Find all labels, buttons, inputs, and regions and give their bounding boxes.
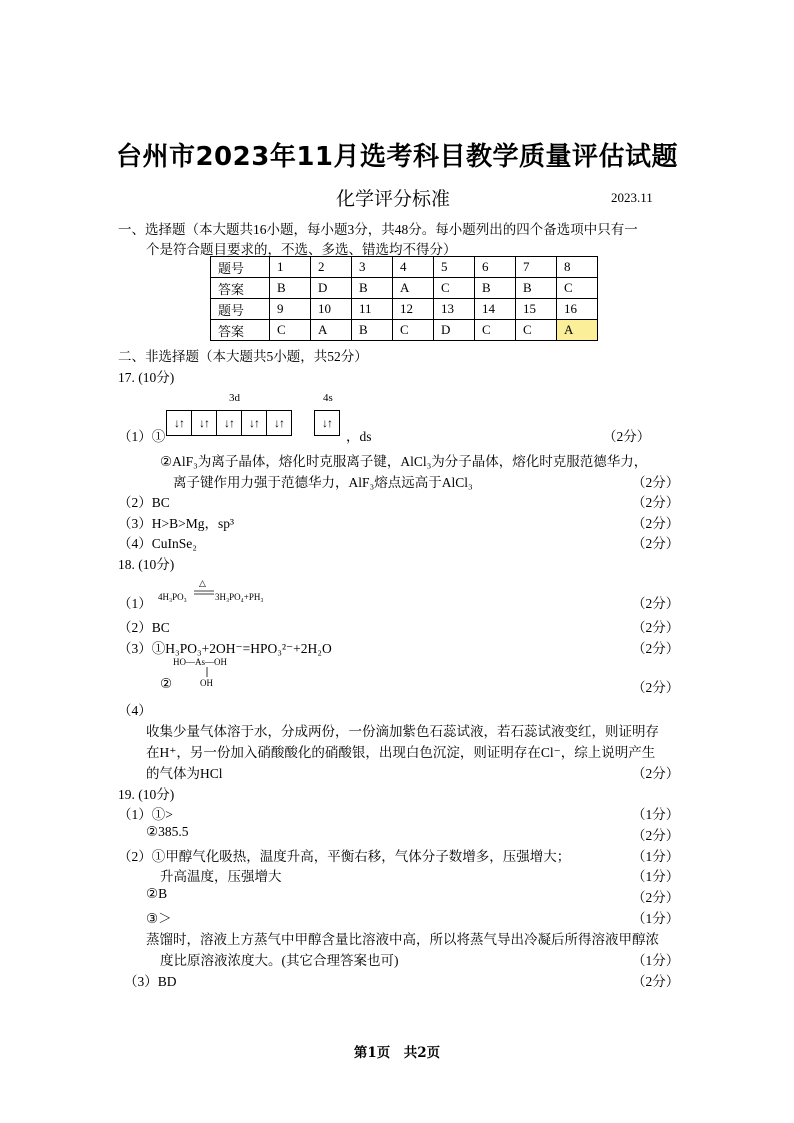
q18-a2-score: （2分）	[632, 620, 680, 635]
q17-a1-score: （2分）	[603, 429, 651, 444]
date-label: 2023.11	[611, 190, 653, 205]
orbital-4s-label: 4s	[323, 392, 333, 404]
table-cell: 9	[270, 299, 311, 320]
heat-condition-icon: △	[199, 578, 206, 588]
q19-a3-score: （2分）	[632, 974, 680, 989]
table-cell: 3	[352, 257, 393, 278]
q17-a1b-score: （2分）	[632, 475, 680, 490]
q17-a2-score: （2分）	[632, 495, 680, 510]
table-cell: 16	[557, 299, 598, 320]
q17-a4-score: （2分）	[632, 536, 680, 551]
table-cell: 8	[557, 257, 598, 278]
q19-a1b-score: （2分）	[632, 828, 680, 843]
orbital-box	[241, 410, 267, 436]
table-cell: B	[352, 320, 393, 341]
table-cell: 13	[434, 299, 475, 320]
q19-a1-score: （1分）	[632, 807, 680, 822]
q18-a4-prefix: （4）	[118, 703, 152, 718]
table-cell: 6	[475, 257, 516, 278]
orbital-box	[266, 410, 292, 436]
orbital-box	[166, 410, 192, 436]
orbital-3d-label: 3d	[229, 392, 240, 404]
q18-a3-score: （2分）	[632, 641, 680, 656]
q18-a4-line2: 在H⁺，另一份加入硝酸酸化的硝酸银，出现白色沉淀，则证明存在Cl⁻，综上说明产生	[146, 745, 656, 760]
orbital-box	[314, 410, 340, 436]
table-cell: C	[557, 278, 598, 299]
q19-a2-line2-score: （1分）	[632, 869, 680, 884]
electron-pair: ↓↑	[274, 415, 284, 430]
table-cell: C	[270, 320, 311, 341]
q18-a3: （3）①H₃PO₃+2OH⁻=HPO₃²⁻+2H₂O	[118, 641, 332, 656]
q18-eq-left: 4H₃PO₃	[158, 592, 187, 602]
q18-a3b-prefix: ②	[160, 676, 173, 691]
q19-a3: （3）BD	[124, 974, 177, 989]
q17-a3: （3）H>B>Mg，sp³	[118, 516, 235, 531]
q18-a2: （2）BC	[118, 620, 170, 635]
orbital-box	[216, 410, 242, 436]
page-subtitle: 化学评分标准	[336, 188, 451, 210]
table-cell: B	[270, 278, 311, 299]
q17-a1-prefix: （1）①	[118, 429, 166, 444]
table-cell: 14	[475, 299, 516, 320]
q19-a2b: ②B	[146, 886, 168, 901]
q18-a4-line3: 的气体为HCl	[146, 766, 223, 781]
q18-a3b-score: （2分）	[632, 680, 680, 695]
table-cell: B	[516, 278, 557, 299]
q17-a1b-line2: 离子键作用力强于范德华力，AlF₃熔点远高于AlCl₃	[173, 475, 473, 490]
q17-a4: （4）CuInSe₂	[118, 536, 197, 551]
q19-a1: （1）①>	[118, 807, 173, 822]
table-cell: A	[311, 320, 352, 341]
electron-pair: ↓↑	[249, 415, 259, 430]
q19-a2-line2: 升高温度，压强增大	[160, 869, 282, 884]
q19-heading: 19. (10分)	[118, 787, 175, 802]
structure-formula-top: HO—As—OH	[173, 657, 227, 667]
bond-line-icon	[205, 667, 209, 677]
orbital-4s-boxes	[315, 410, 340, 436]
table-cell: B	[352, 278, 393, 299]
page-footer: 第1页 共2页	[353, 1045, 441, 1061]
q17-a1b-line1: ②AlF₃为离子晶体，熔化时克服离子键，AlCl₃为分子晶体，熔化时克服范德华力，	[160, 454, 648, 469]
table-cell: 15	[516, 299, 557, 320]
q19-a2-line1: （2）①甲醇气化吸热，温度升高，平衡右移，气体分子数增多，压强增大；	[118, 849, 571, 864]
electron-pair: ↓↑	[199, 415, 209, 430]
table-cell-label: 题号	[211, 299, 270, 320]
part2-intro: 二、非选择题（本大题共5小题，共52分）	[118, 349, 368, 364]
table-cell-highlighted: A	[557, 320, 598, 341]
table-cell-label: 答案	[211, 278, 270, 299]
table-row	[211, 278, 598, 299]
q18-a1-prefix: （1）	[118, 596, 152, 611]
table-cell: C	[393, 320, 434, 341]
table-row	[211, 299, 598, 320]
equals-sign-icon	[194, 590, 214, 596]
q19-a1b: ②385.5	[146, 824, 189, 839]
electron-pair: ↓↑	[224, 415, 234, 430]
q19-a2c-score: （1分）	[632, 911, 680, 926]
q19-a2-line1-score: （1分）	[632, 849, 680, 864]
table-cell: 1	[270, 257, 311, 278]
q19-a2c: ③＞	[146, 911, 172, 926]
q18-a1-score: （2分）	[632, 596, 680, 611]
table-cell: D	[311, 278, 352, 299]
q18-eq-right: 3H₃PO₄+PH₃	[215, 592, 264, 602]
table-cell: 10	[311, 299, 352, 320]
table-cell: 7	[516, 257, 557, 278]
table-cell: 11	[352, 299, 393, 320]
part1-intro-line1: 一、选择题（本大题共16小题，每小题3分，共48分。每小题列出的四个备选项中只有一	[118, 222, 638, 237]
table-cell-label: 答案	[211, 320, 270, 341]
electron-pair: ↓↑	[322, 415, 332, 430]
orbital-3d-boxes	[167, 410, 292, 436]
table-cell: 12	[393, 299, 434, 320]
q19-a2d-line1: 蒸馏时，溶液上方蒸气中甲醇含量比溶液中高，所以将蒸气导出冷凝后所得溶液甲醇浓	[146, 932, 659, 947]
structure-formula-bottom: OH	[200, 678, 213, 688]
table-cell: C	[516, 320, 557, 341]
q19-a2b-score: （2分）	[632, 890, 680, 905]
table-cell: 5	[434, 257, 475, 278]
table-row	[211, 257, 598, 278]
table-cell: B	[475, 278, 516, 299]
q18-a4-score: （2分）	[632, 766, 680, 781]
table-cell-label: 题号	[211, 257, 270, 278]
q18-a4-line1: 收集少量气体溶于水，分成两份，一份滴加紫色石蕊试液，若石蕊试液变红，则证明存	[146, 724, 659, 739]
table-cell: 4	[393, 257, 434, 278]
answer-table	[210, 256, 598, 341]
table-cell: 2	[311, 257, 352, 278]
table-cell: C	[475, 320, 516, 341]
q17-a3-score: （2分）	[632, 516, 680, 531]
electron-pair: ↓↑	[174, 415, 184, 430]
q18-heading: 18. (10分)	[118, 557, 175, 572]
table-cell: D	[434, 320, 475, 341]
q19-a2d-score: （1分）	[632, 953, 680, 968]
orbital-box	[191, 410, 217, 436]
table-cell: A	[393, 278, 434, 299]
q17-a2: （2）BC	[118, 495, 170, 510]
table-row	[211, 320, 598, 341]
q19-a2d-line2: 度比原溶液浓度大。(其它合理答案也可)	[160, 953, 399, 968]
table-cell: C	[434, 278, 475, 299]
q17-heading: 17. (10分)	[118, 370, 175, 385]
page-title: 台州市2023年11月选考科目教学质量评估试题	[115, 142, 679, 172]
part1-intro-line2: 个是符合题目要求的，不选、多选、错选均不得分）	[146, 242, 457, 257]
q17-a1-suffix: ，ds	[346, 429, 372, 444]
